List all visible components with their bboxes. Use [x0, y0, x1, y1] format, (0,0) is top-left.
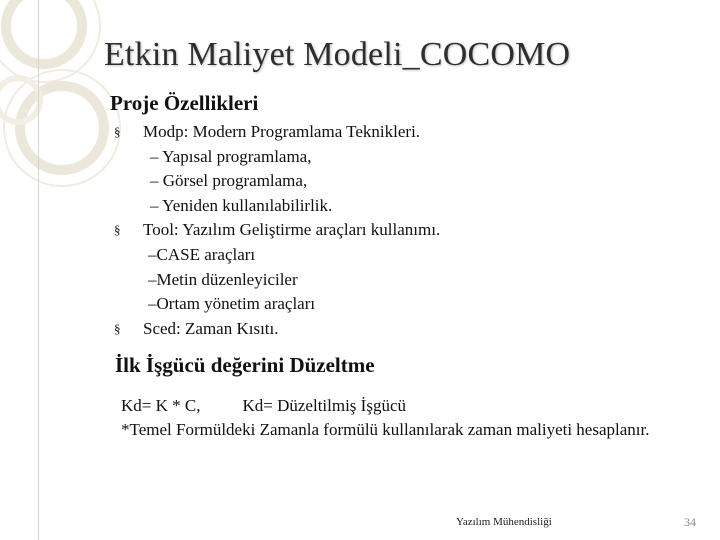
list-item-text: Modp: Modern Programlama Teknikleri.	[143, 122, 421, 141]
slide-title: Etkin Maliyet Modeli_COCOMO	[104, 36, 571, 73]
formula-row	[121, 394, 681, 418]
bullet-icon: §	[114, 222, 121, 238]
list-item-text: Sced: Zaman Kısıtı.	[143, 318, 279, 338]
section-heading-project-properties: Proje Özellikleri	[110, 91, 259, 115]
formula-description: *Temel Formüldeki Zamanla formülü kullanılarak zaman maliyeti hesaplanır.	[121, 420, 650, 439]
sub-item-text: – Yapısal programlama,	[150, 146, 312, 166]
page-number: 34	[684, 515, 696, 529]
formula-definition: Kd= Düzeltilmiş İşgücü	[242, 396, 406, 415]
formula: Kd= K * C,	[121, 396, 201, 415]
sub-item-text: –Metin düzenleyiciler	[148, 269, 298, 289]
sub-item-text: –CASE araçları	[148, 244, 256, 264]
footer-text: Yazılım Mühendisliği	[456, 516, 552, 528]
sub-item-text: – Görsel programlama,	[150, 171, 308, 191]
sub-item-text: – Yeniden kullanılabilirlik.	[150, 195, 333, 215]
formula-block	[121, 394, 681, 442]
sub-item-text: –Ortam yönetim araçları	[148, 294, 316, 314]
bullet-icon: §	[114, 124, 121, 139]
vertical-rule	[38, 0, 39, 540]
bullet-icon: §	[114, 320, 121, 336]
list-item-text: Tool: Yazılım Geliştirme araçları kullanımı.	[143, 220, 441, 240]
section-heading-effort-adjustment: İlk İşgücü değerini Düzeltme	[115, 353, 375, 377]
